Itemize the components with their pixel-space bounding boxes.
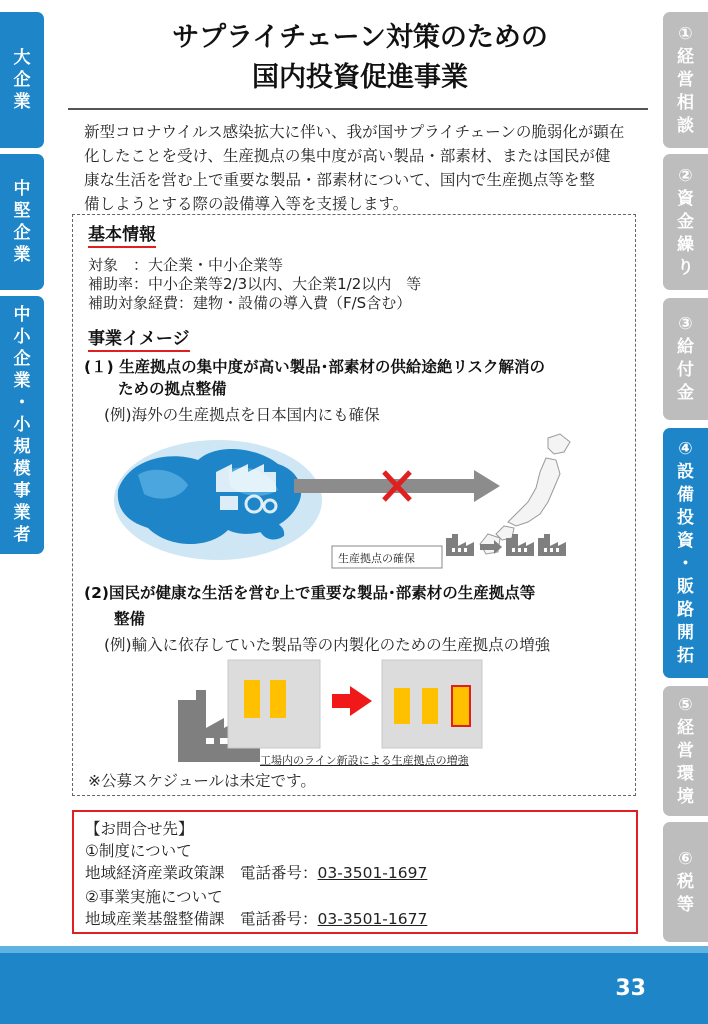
contact-item2-phone[interactable]: 03-3501-1677 [317, 910, 428, 928]
factory-before [228, 660, 320, 748]
contact-item2-dept: 地域産業基盤整備課 [85, 910, 225, 928]
tab-char: 経 [677, 46, 694, 67]
basic-info-target: 対象 ：大企業・中小企業等 [88, 256, 284, 274]
tab-equipment-investment[interactable] [663, 428, 708, 678]
tab-char: 環 [677, 763, 694, 784]
tab-char: 設 [677, 462, 694, 482]
tab-char: 業 [13, 245, 31, 265]
tab-char: 企 [13, 70, 31, 90]
basic-info-expenses: 補助対象経費：建物・設備の導入費（F/S含む） [88, 294, 412, 312]
tab-char: 路 [677, 600, 694, 620]
item1-caption: 生産拠点の確保 [338, 552, 415, 565]
tab-midsize-enterprise[interactable] [0, 154, 44, 290]
item1-title-line1: (１) 生産拠点の集中度が高い製品･部素材の供給途絶リスク解消の [84, 358, 546, 376]
tab-char: 中 [13, 305, 31, 325]
basic-info-heading: 基本情報 [88, 224, 156, 248]
title-divider [68, 108, 648, 110]
tab-large-enterprise[interactable] [0, 12, 44, 148]
intro-line: 化したことを受け、生産拠点の集中度が高い製品・部素材、または国民が健 [84, 147, 611, 165]
item1-title-line2: ための拠点整備 [118, 380, 227, 398]
contact-item1-phone-label: 電話番号： [240, 864, 318, 882]
tab-char: 小 [13, 415, 31, 435]
item2-example: (例)輸入に依存していた製品等の内製化のための生産拠点の増強 [104, 636, 551, 654]
expansion-arrow [332, 686, 372, 716]
tab-char: 資 [677, 188, 694, 209]
page-title [150, 18, 570, 98]
tab-char: 相 [677, 92, 694, 113]
tab-char: 繰 [677, 234, 694, 255]
tab-char: 業 [13, 503, 31, 523]
item2-title-line2: 整備 [114, 610, 146, 628]
tab-char: 金 [677, 211, 694, 232]
schedule-note: ※公募スケジュールは未定です。 [88, 772, 316, 790]
item1-example: (例)海外の生産拠点を日本国内にも確保 [104, 406, 380, 424]
intro-line: 康な生活を営む上で重要な製品・部素材について、国内で生産拠点等を整 [84, 171, 595, 189]
intro-line: 備しようとする際の設備導入等を支援します。 [84, 195, 409, 213]
tab-char: 業 [13, 92, 31, 112]
tab-char: 給 [677, 337, 694, 357]
tab-char: 付 [677, 360, 694, 380]
factory-after [382, 660, 482, 748]
contact-item1-label: ①制度について [85, 842, 192, 860]
contact-item2 [85, 908, 427, 930]
japan-map-icon [480, 434, 570, 554]
tab-management-consulting[interactable] [663, 12, 708, 148]
tab-char: ③ [678, 314, 693, 334]
tab-char: ・ [13, 393, 31, 413]
tab-char: 企 [13, 349, 31, 369]
tab-char: ・ [677, 554, 694, 574]
page-number: 33 [615, 976, 646, 1001]
tab-tax[interactable] [663, 822, 708, 942]
item2-caption: 工場内のライン新設による生産拠点の増強 [260, 754, 469, 767]
tab-char: 小 [13, 327, 31, 347]
tab-char: 模 [13, 459, 31, 479]
tab-char: 備 [677, 485, 694, 505]
business-image-heading: 事業イメージ [88, 328, 190, 352]
tab-char: ⑤ [678, 694, 693, 715]
page-title-line2: 国内投資促進事業 [252, 62, 468, 93]
tab-char: 者 [13, 525, 31, 545]
tab-char: 等 [677, 894, 694, 915]
tab-char: 規 [13, 437, 31, 457]
tab-char: 談 [677, 115, 694, 136]
contact-box [72, 810, 638, 934]
tab-char: ④ [678, 439, 693, 459]
tab-char: 堅 [13, 201, 31, 221]
basic-info-rate: 補助率：中小企業等2/3以内、大企業1/2以内 等 [88, 275, 422, 293]
tab-char: ⑥ [678, 848, 693, 869]
contact-item2-label: ②事業実施について [85, 888, 223, 906]
tab-char: 拓 [677, 646, 694, 666]
tab-char: 企 [13, 223, 31, 243]
contact-item1-phone[interactable]: 03-3501-1697 [317, 864, 428, 882]
item2-title-line1: (2)国民が健康な生活を営む上で重要な製品･部素材の生産拠点等 [84, 584, 536, 602]
tab-char: 営 [677, 69, 694, 90]
tab-char: 中 [13, 179, 31, 199]
intro-line: 新型コロナウイルス感染拡大に伴い、我が国サプライチェーンの脆弱化が顕在 [84, 123, 625, 141]
footer-bar [0, 946, 708, 1024]
tab-char: 投 [677, 508, 694, 528]
tab-char: 経 [677, 717, 694, 738]
tab-sme[interactable] [0, 296, 44, 554]
tab-business-environment[interactable] [663, 686, 708, 816]
tab-char: ② [678, 165, 693, 186]
contact-item1-dept: 地域経済産業政策課 [85, 864, 225, 882]
tab-char: 営 [677, 740, 694, 761]
tab-char: 資 [677, 531, 694, 551]
footer-band [0, 946, 708, 953]
contact-heading: 【お問合せ先】 [85, 820, 194, 838]
contact-item1 [85, 862, 427, 884]
tab-benefits[interactable] [663, 298, 708, 420]
tab-char: 開 [677, 623, 694, 643]
tab-char: 大 [13, 48, 31, 68]
intro-paragraph [84, 120, 644, 216]
tab-char: 販 [677, 577, 694, 597]
tab-char: 税 [677, 871, 694, 892]
overseas-factory-icon [216, 464, 288, 516]
tab-char: ① [678, 23, 693, 44]
tab-char: 事 [13, 481, 31, 501]
page-title-line1: サプライチェーン対策のための [172, 22, 548, 53]
tab-char: 業 [13, 371, 31, 391]
illustration-line-expansion [176, 656, 516, 766]
tab-char: り [677, 257, 694, 278]
tab-char: 金 [677, 383, 694, 403]
contact-item2-phone-label: 電話番号： [240, 910, 318, 928]
tab-cash-flow[interactable] [663, 154, 708, 290]
tab-char: 境 [677, 786, 694, 807]
